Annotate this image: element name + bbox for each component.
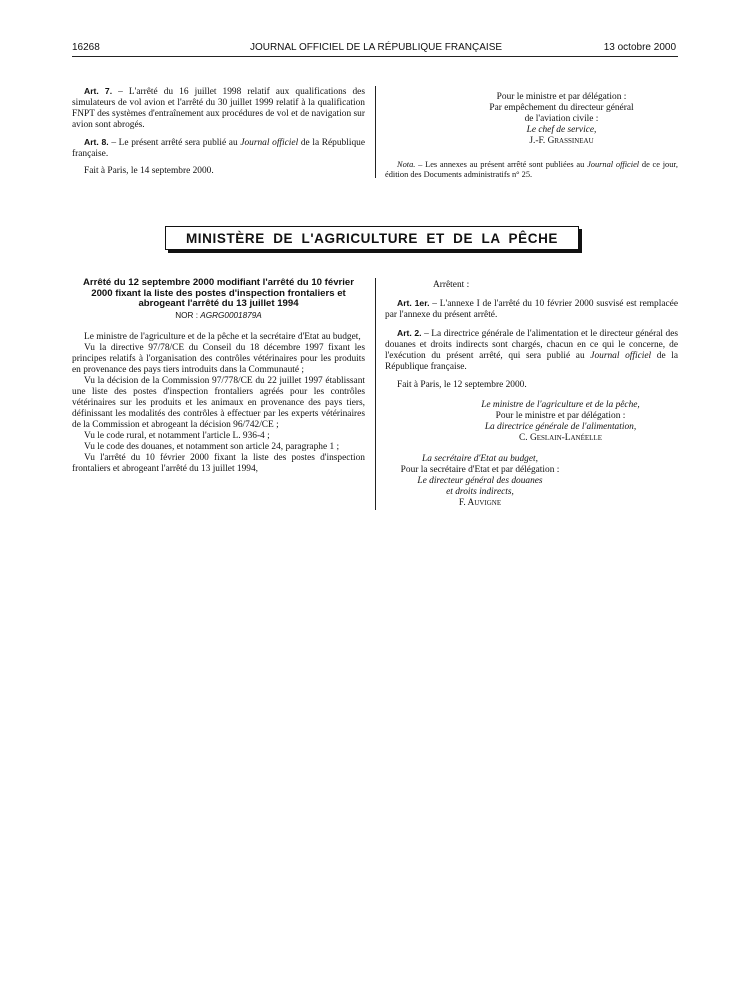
- arretent: Arrêtent :: [433, 280, 470, 290]
- signature-line: et droits indirects,: [446, 487, 514, 497]
- visa-decision: Vu la décision de la Commission 97/778/CE du 22 juillet 1997 établissant une liste des postes d'inspection frontaliers agréés pour les contrôles vétérinaires sur les produits et les animaux en provenance des pays tiers, définissant les modalités des contrôles à effectuer par les experts vétérinaires de la Commission et abrogeant la décision 96/742/CE ;: [72, 375, 365, 430]
- signature-line: Par empêchement du directeur général: [489, 103, 634, 113]
- visa-code-douanes: Vu le code des douanes, et notamment son article 24, paragraphe 1 ;: [84, 441, 340, 452]
- visa-arrete: Vu l'arrêté du 10 février 2000 fixant la liste des postes d'inspection frontaliers et abrogeant l'arrêté du 13 juillet 1994,: [72, 452, 365, 474]
- page-number: 16268: [72, 42, 100, 53]
- fait-a-paris-bottom: Fait à Paris, le 12 septembre 2000.: [397, 380, 527, 390]
- signature-line: Pour le ministre et par délégation :: [495, 411, 626, 421]
- article-2: Art. 2. – La directrice générale de l'alimentation et le directeur général des douanes et droits indirects sont chargés, chacun en ce qui le concerne, de l'exécution du présent arrêté, qui sera publié au Journal officiel de la République française.: [385, 328, 679, 372]
- signature-line: Pour le ministre et par délégation :: [496, 92, 627, 102]
- issue-date: 13 octobre 2000: [603, 42, 676, 53]
- article-8: Art. 8. – Le présent arrêté sera publié au Journal officiel de la République française.: [72, 137, 365, 159]
- header-rule: [72, 56, 678, 57]
- column-divider-top: [375, 86, 376, 178]
- nota: Nota. – Les annexes au présent arrêté sont publiées au Journal officiel de ce jour, édition des Documents administratifs n° 25.: [385, 160, 678, 179]
- fait-a-paris-top: Fait à Paris, le 14 septembre 2000.: [84, 166, 214, 176]
- signature-line: La secrétaire d'Etat au budget,: [422, 454, 538, 464]
- signature-line: de l'aviation civile :: [524, 114, 599, 124]
- ministry-heading: MINISTÈRE DE L'AGRICULTURE ET DE LA PÊCHE: [185, 230, 559, 246]
- decree-left-column: [72, 278, 365, 475]
- decree-preamble: Le ministre de l'agriculture et de la pêche et la secrétaire d'Etat au budget,: [84, 331, 361, 342]
- top-right-column: [385, 92, 678, 179]
- visa-directive: Vu la directive 97/78/CE du Conseil du 18 décembre 1997 fixant les principes relatifs à l'organisation des contrôles vétérinaires pour les produits en provenance des pays tiers introduits dans la Communauté ;: [72, 342, 365, 375]
- signatory-name: J.-F. Grassineau: [529, 136, 594, 146]
- article-1: Art. 1er. – L'annexe I de l'arrêté du 10 février 2000 susvisé est remplacée par l'annexe du présent arrêté.: [385, 298, 678, 320]
- signature-line: Pour la secrétaire d'Etat et par délégation :: [400, 465, 560, 475]
- nor-reference: NOR : AGRG0001879A: [175, 310, 262, 320]
- decree-title: Arrêté du 12 septembre 2000 modifiant l'arrêté du 10 février 2000 fixant la liste des postes d'inspection frontaliers et abrogeant l'arrêté du 13 juillet 1994: [82, 277, 354, 309]
- signature-line: Le chef de service,: [526, 125, 597, 135]
- article-7: Art. 7. – L'arrêté du 16 juillet 1998 relatif aux qualifications des simulateurs de vol avion et l'arrêté du 30 juillet 1999 relatif à la qualification FNPT des systèmes d'entraînement aux procédures de vol et de navigation sur avion sont abrogés.: [72, 86, 365, 130]
- signature-line: La directrice générale de l'alimentation,: [484, 422, 637, 432]
- signature-block-budget: [385, 454, 575, 509]
- top-left-column: [72, 86, 365, 177]
- ministry-heading-box: [165, 226, 579, 250]
- signatory-name: C. Geslain-Lanéelle: [519, 433, 602, 443]
- visa-code-rural: Vu le code rural, et notamment l'article L. 936-4 ;: [84, 430, 270, 441]
- signature-line: Le directeur général des douanes: [417, 476, 543, 486]
- column-divider-bottom: [375, 278, 376, 510]
- signatory-name: F. Auvigne: [458, 498, 502, 508]
- decree-right-column: [385, 280, 678, 509]
- journal-title: JOURNAL OFFICIEL DE LA RÉPUBLIQUE FRANÇAISE: [249, 42, 503, 53]
- signature-block-ministry: [385, 400, 678, 444]
- signature-line: Le ministre de l'agriculture et de la pêche,: [481, 400, 640, 410]
